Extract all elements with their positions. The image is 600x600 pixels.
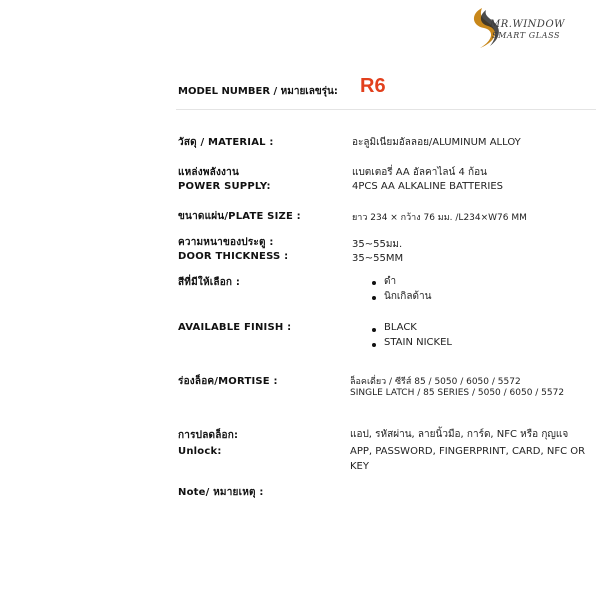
material-value: อะลูมิเนียมอัลลอย/ALUMINUM ALLOY (352, 137, 521, 148)
finish-item: BLACK (384, 322, 417, 333)
colors-label-th: สีที่มีให้เลือก : (178, 277, 241, 288)
bullet-icon (372, 328, 376, 332)
door-thickness-value-en: 35~55MM (352, 253, 404, 264)
bullet-icon (372, 281, 376, 285)
power-label-th: แหล่งพลังงาน (178, 167, 239, 178)
door-thickness-label-en: DOOR THICKNESS : (178, 251, 289, 262)
unlock-label-th: การปลดล็อก: (178, 430, 239, 441)
mortise-label: ร่องล็อค/MORTISE : (178, 376, 278, 387)
color-item-th: นิกเกิลด้าน (384, 291, 432, 302)
note-label: Note/ หมายเหตุ : (178, 487, 264, 498)
color-item-th: ดำ (384, 276, 397, 287)
material-label: วัสดุ / MATERIAL : (178, 137, 274, 148)
plate-size-value: ยาว 234 × กว้าง 76 มม. /L234×W76 MM (352, 213, 527, 223)
unlock-value-en-line1: APP, PASSWORD, FINGERPRINT, CARD, NFC OR (350, 446, 586, 457)
model-number-label: MODEL NUMBER / หมายเลขรุ่น: (178, 86, 338, 97)
unlock-label-en: Unlock: (178, 446, 222, 457)
mortise-value-en: SINGLE LATCH / 85 SERIES / 5050 / 6050 / 5572 (350, 388, 565, 398)
bullet-icon (372, 343, 376, 347)
power-value-th: แบตเตอรี่ AA อัลคาไลน์ 4 ก้อน (352, 167, 487, 178)
power-value-en: 4PCS AA ALKALINE BATTERIES (352, 181, 504, 192)
brand-logo (468, 6, 596, 50)
logo-line1: MR.WINDOW (490, 19, 565, 30)
unlock-value-en-line2: KEY (350, 461, 369, 472)
logo-line2: SMART GLASS (492, 31, 561, 40)
plate-size-label: ขนาดแผ่น/PLATE SIZE : (178, 211, 301, 222)
bullet-icon (372, 296, 376, 300)
divider (176, 109, 596, 110)
door-thickness-label-th: ความหนาของประตู : (178, 237, 274, 248)
mortise-value-th: ล็อคเดี่ยว / ซีรีส์ 85 / 5050 / 6050 / 5572 (350, 377, 521, 387)
door-thickness-value-th: 35~55มม. (352, 239, 403, 250)
finish-label: AVAILABLE FINISH : (178, 322, 292, 333)
unlock-value-th: แอป, รหัสผ่าน, ลายนิ้วมือ, การ์ด, NFC หรือ กุญแจ (350, 429, 569, 440)
model-number-value: R6 (360, 75, 386, 97)
power-label-en: POWER SUPPLY: (178, 181, 271, 192)
finish-item: STAIN NICKEL (384, 337, 452, 348)
